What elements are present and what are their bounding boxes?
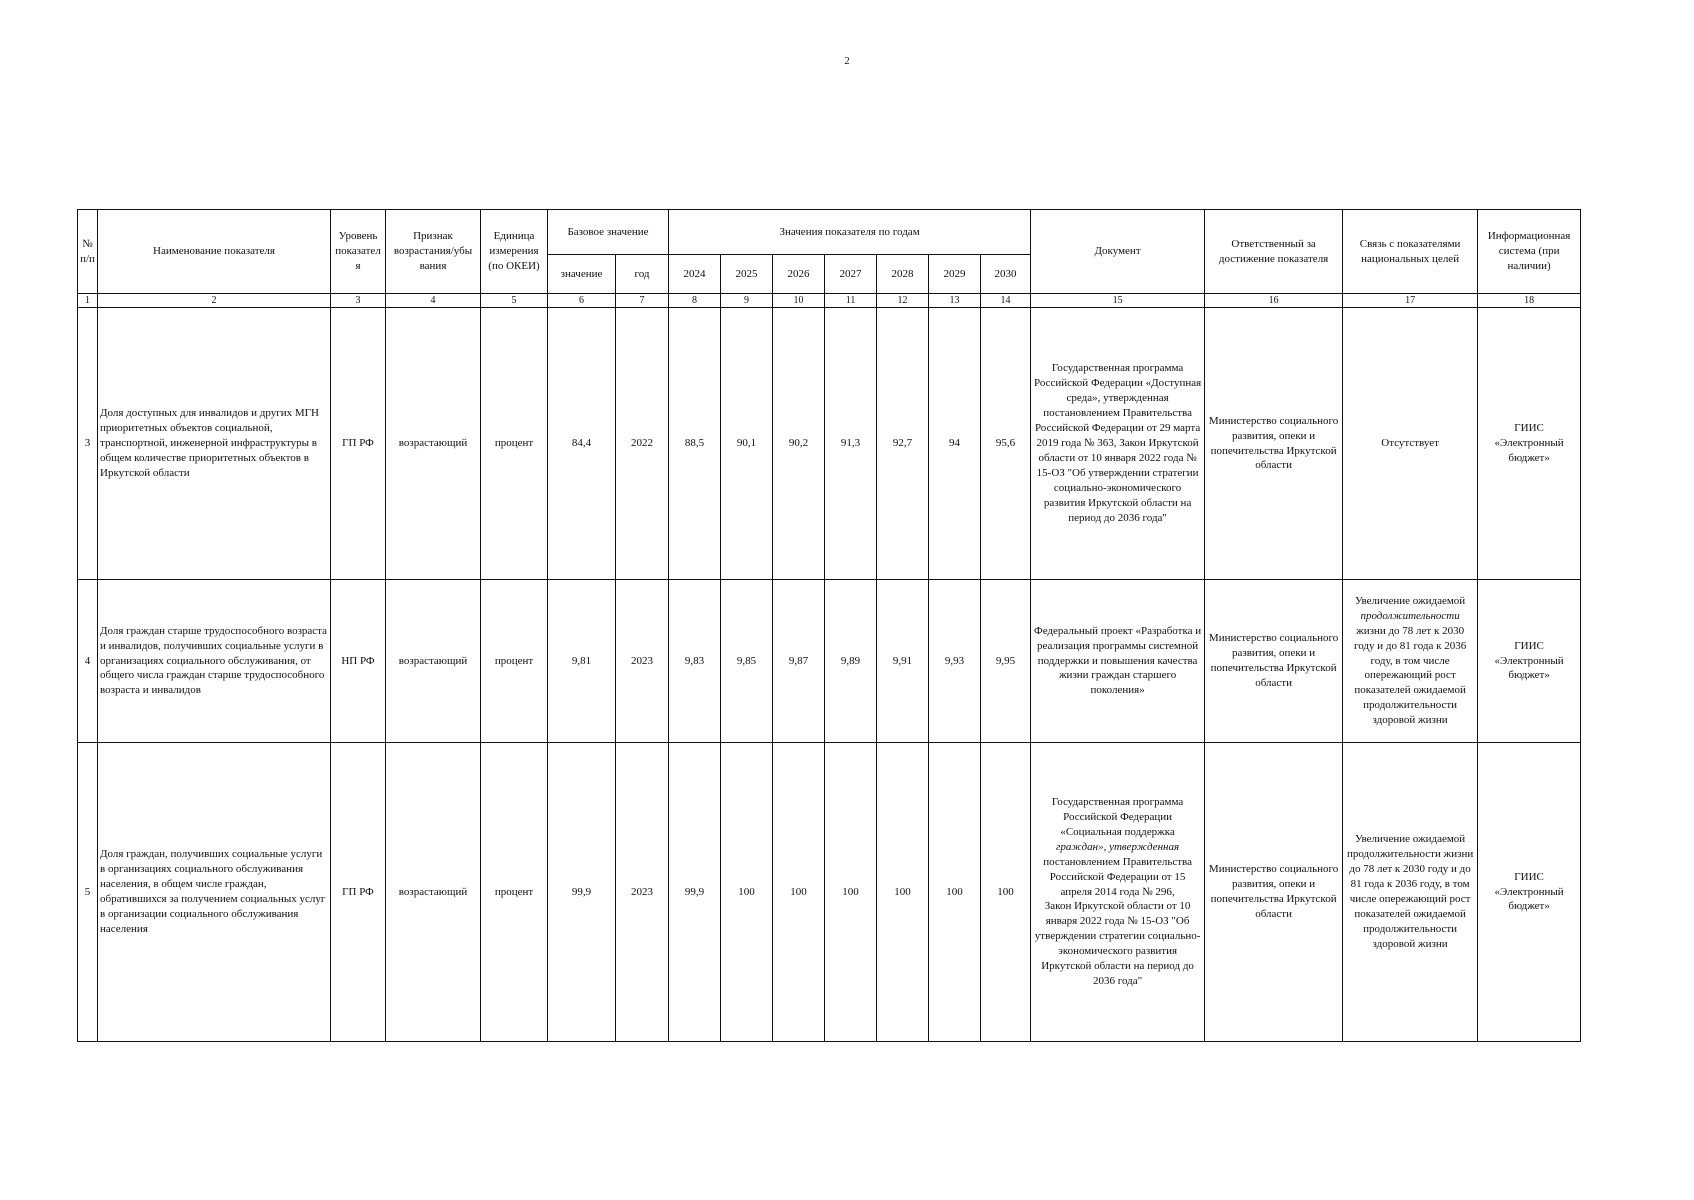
header-base-year: год bbox=[616, 255, 669, 294]
header-year: 2028 bbox=[877, 255, 929, 294]
year-value: 9,91 bbox=[877, 580, 929, 743]
national-goals-link-cell: Увеличение ожидаемой продолжительности жизни до 78 лет к 2030 году и до 81 года к 2036 году, в том числе опережающий рост показателей ожидаемой продолжительности здоровой жизни bbox=[1343, 743, 1478, 1042]
national-goals-link-cell bbox=[1343, 580, 1478, 743]
year-value: 9,83 bbox=[669, 580, 721, 743]
base-value: 84,4 bbox=[548, 308, 616, 580]
header-year: 2026 bbox=[773, 255, 825, 294]
document-cell: Федеральный проект «Разработка и реализация программы системной поддержки и повышения качества жизни граждан старшего поколения» bbox=[1031, 580, 1205, 743]
indicators-table bbox=[77, 209, 1581, 1042]
column-number: 16 bbox=[1205, 294, 1343, 308]
column-number: 6 bbox=[548, 294, 616, 308]
header-name: Наименование показателя bbox=[98, 210, 331, 294]
indicator-name: Доля доступных для инвалидов и других МГН приоритетных объектов социальной, транспортной, инженерной инфраструктуры в общем количестве приоритетных объектов в Иркутской области bbox=[98, 308, 331, 580]
column-number: 1 bbox=[78, 294, 98, 308]
year-value: 90,1 bbox=[721, 308, 773, 580]
column-number: 3 bbox=[331, 294, 386, 308]
header-num: № п/п bbox=[78, 210, 98, 294]
row-num: 3 bbox=[78, 308, 98, 580]
header-year: 2024 bbox=[669, 255, 721, 294]
link-text-italic: продолжительности bbox=[1360, 609, 1460, 622]
document-text: Государственная программа Российской Федерации «Социальная поддержка bbox=[1051, 795, 1184, 838]
header-year: 2029 bbox=[929, 255, 981, 294]
year-value: 9,89 bbox=[825, 580, 877, 743]
row-num: 4 bbox=[78, 580, 98, 743]
header-link: Связь с показателями национальных целей bbox=[1343, 210, 1478, 294]
column-number: 4 bbox=[386, 294, 481, 308]
indicator-sign: возрастающий bbox=[386, 308, 481, 580]
responsible-cell: Министерство социального развития, опеки и попечительства Иркутской области bbox=[1205, 743, 1343, 1042]
document-cell: Государственная программа Российской Федерации «Доступная среда», утвержденная постановлением Правительства Российской Федерации от 29 марта 2019 года № 363, Закон Иркутской области от 10 января 2022 года № 15-ОЗ "Об утверждении стратегии социально-экономического развития Иркутской области на период до 2036 года" bbox=[1031, 308, 1205, 580]
info-system-cell: ГИИС «Электронный бюджет» bbox=[1478, 308, 1581, 580]
year-value: 92,7 bbox=[877, 308, 929, 580]
column-number: 17 bbox=[1343, 294, 1478, 308]
header-row bbox=[78, 210, 1581, 255]
table-row bbox=[78, 743, 1581, 1042]
base-year: 2022 bbox=[616, 308, 669, 580]
year-value: 95,6 bbox=[981, 308, 1031, 580]
indicator-sign: возрастающий bbox=[386, 580, 481, 743]
header-year: 2025 bbox=[721, 255, 773, 294]
column-number: 10 bbox=[773, 294, 825, 308]
indicator-level: ГП РФ bbox=[331, 308, 386, 580]
header-year: 2030 bbox=[981, 255, 1031, 294]
indicator-level: ГП РФ bbox=[331, 743, 386, 1042]
indicator-unit: процент bbox=[481, 308, 548, 580]
column-number: 11 bbox=[825, 294, 877, 308]
column-number: 18 bbox=[1478, 294, 1581, 308]
document-text: Закон Иркутской области от 10 января 2022 года № 15-ОЗ "Об утверждении стратегии социально-экономического развития Иркутской области на период до 2036 года" bbox=[1034, 900, 1201, 988]
column-number: 13 bbox=[929, 294, 981, 308]
header-years-group: Значения показателя по годам bbox=[669, 210, 1031, 255]
column-number: 5 bbox=[481, 294, 548, 308]
year-value: 9,95 bbox=[981, 580, 1031, 743]
column-number: 8 bbox=[669, 294, 721, 308]
year-value: 100 bbox=[825, 743, 877, 1042]
indicator-sign: возрастающий bbox=[386, 743, 481, 1042]
header-year: 2027 bbox=[825, 255, 877, 294]
table-row bbox=[78, 308, 1581, 580]
column-number: 15 bbox=[1031, 294, 1205, 308]
header-base-value: значение bbox=[548, 255, 616, 294]
header-document: Документ bbox=[1031, 210, 1205, 294]
base-year: 2023 bbox=[616, 580, 669, 743]
link-text: жизни до 78 лет к 2030 году и до 81 года к 2036 году, в том числе опережающий рост показателей ожидаемой продолжительности здоровой жизни bbox=[1353, 624, 1467, 727]
responsible-cell: Министерство социального развития, опеки и попечительства Иркутской области bbox=[1205, 308, 1343, 580]
year-value: 100 bbox=[929, 743, 981, 1042]
column-number-row bbox=[78, 294, 1581, 308]
base-year: 2023 bbox=[616, 743, 669, 1042]
year-value: 100 bbox=[773, 743, 825, 1042]
year-value: 9,85 bbox=[721, 580, 773, 743]
base-value: 9,81 bbox=[548, 580, 616, 743]
responsible-cell: Министерство социального развития, опеки и попечительства Иркутской области bbox=[1205, 580, 1343, 743]
year-value: 88,5 bbox=[669, 308, 721, 580]
base-value: 99,9 bbox=[548, 743, 616, 1042]
header-responsible: Ответственный за достижение показателя bbox=[1205, 210, 1343, 294]
document-text-italic: граждан», утвержденная bbox=[1056, 840, 1180, 853]
header-base: Базовое значение bbox=[548, 210, 669, 255]
document-cell bbox=[1031, 743, 1205, 1042]
link-text: Увеличение ожидаемой bbox=[1355, 594, 1466, 607]
year-value: 91,3 bbox=[825, 308, 877, 580]
indicator-level: НП РФ bbox=[331, 580, 386, 743]
indicator-unit: процент bbox=[481, 580, 548, 743]
indicator-name: Доля граждан, получивших социальные услуги в организациях социального обслуживания населения, в общем числе граждан, обратившихся за получением социальных услуг в организации социального обслуживания населения bbox=[98, 743, 331, 1042]
indicator-unit: процент bbox=[481, 743, 548, 1042]
info-system-cell: ГИИС «Электронный бюджет» bbox=[1478, 580, 1581, 743]
header-unit: Единица измерения (по ОКЕИ) bbox=[481, 210, 548, 294]
year-value: 100 bbox=[981, 743, 1031, 1042]
header-level: Уровень показател я bbox=[331, 210, 386, 294]
header-info-system: Информационная система (при наличии) bbox=[1478, 210, 1581, 294]
info-system-cell: ГИИС «Электронный бюджет» bbox=[1478, 743, 1581, 1042]
document-text: постановлением Правительства Российской Федерации от 15 апреля 2014 года № 296, bbox=[1043, 855, 1192, 898]
column-number: 2 bbox=[98, 294, 331, 308]
indicator-name: Доля граждан старше трудоспособного возраста и инвалидов, получивших социальные услуги в организациях социального обслуживания, от общего числа граждан старше трудоспособного возраста и инвалидов bbox=[98, 580, 331, 743]
table-row bbox=[78, 580, 1581, 743]
column-number: 7 bbox=[616, 294, 669, 308]
year-value: 99,9 bbox=[669, 743, 721, 1042]
column-number: 12 bbox=[877, 294, 929, 308]
header-sign: Признак возрастания/убы вания bbox=[386, 210, 481, 294]
row-num: 5 bbox=[78, 743, 98, 1042]
year-value: 100 bbox=[721, 743, 773, 1042]
page-number: 2 bbox=[844, 55, 850, 67]
column-number: 14 bbox=[981, 294, 1031, 308]
year-value: 94 bbox=[929, 308, 981, 580]
year-value: 9,87 bbox=[773, 580, 825, 743]
year-value: 90,2 bbox=[773, 308, 825, 580]
column-number: 9 bbox=[721, 294, 773, 308]
year-value: 9,93 bbox=[929, 580, 981, 743]
national-goals-link-cell: Отсутствует bbox=[1343, 308, 1478, 580]
year-value: 100 bbox=[877, 743, 929, 1042]
